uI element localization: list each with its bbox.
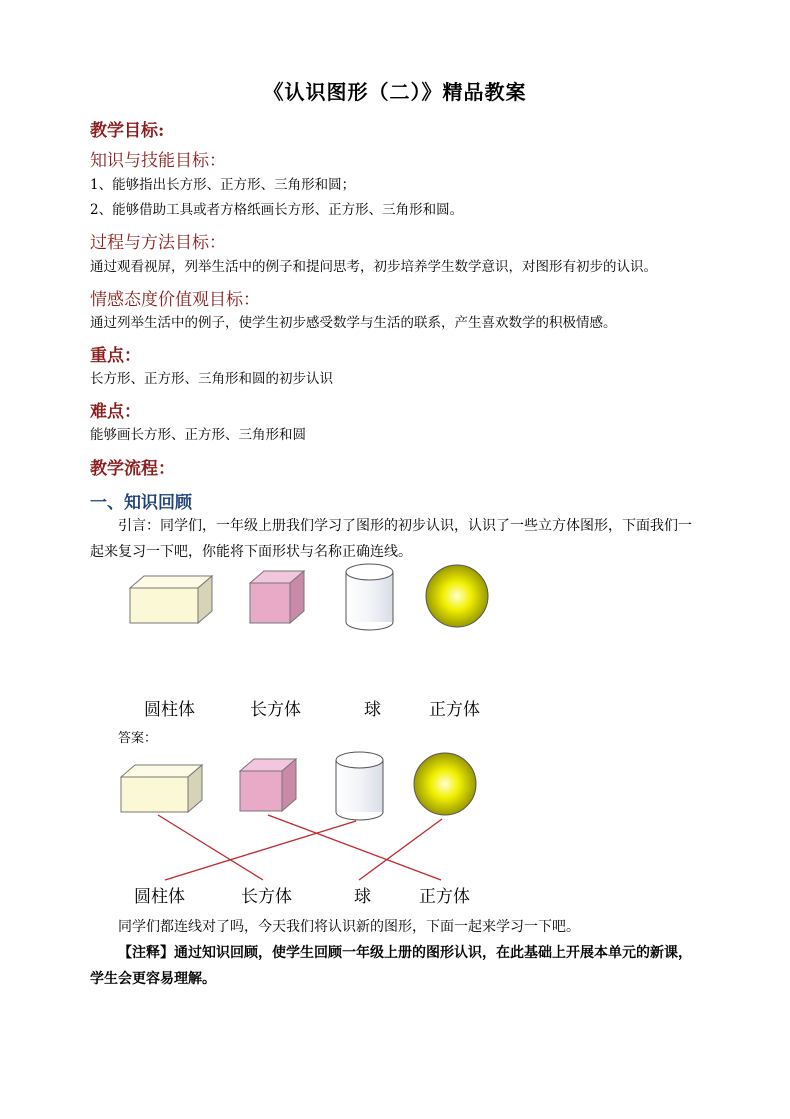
label-top-cylinder: 圆柱体 <box>144 700 195 720</box>
label-bottom-cuboid: 长方体 <box>241 887 292 907</box>
cylinder-shape-answer <box>336 752 383 820</box>
heading-teaching-flow: 教学流程： <box>90 459 175 479</box>
emotion-goals-text: 通过列举生活中的例子，使学生初步感受数学与生活的联系，产生喜欢数学的积极情感。 <box>90 315 617 331</box>
heading-process-goals: 过程与方法目标： <box>90 233 226 253</box>
heading-teaching-goals: 教学目标: <box>90 121 165 141</box>
knowledge-item-1: 1、能够指出长方形、正方形、三角形和圆； <box>90 177 356 193</box>
heading-knowledge-goals: 知识与技能目标： <box>90 151 226 171</box>
closing-paragraph: 同学们都连线对了吗，今天我们将认识新的图形，下面一起来学习一下吧。 <box>118 919 580 935</box>
page-title: 《认识图形（二）》精品教案 <box>263 80 527 104</box>
knowledge-item-2: 2、能够借助工具或者方格纸画长方形、正方形、三角形和圆。 <box>90 202 464 218</box>
heading-difficulties: 难点： <box>90 402 141 422</box>
label-bottom-sphere: 球 <box>354 887 371 907</box>
label-top-cuboid: 长方体 <box>250 700 301 720</box>
cylinder-shape-top <box>346 564 393 630</box>
heading-emotion-goals: 情感态度价值观目标： <box>90 290 260 310</box>
difficulties-text: 能够画长方形、正方形、三角形和圆 <box>90 427 306 443</box>
sphere-shape-answer <box>414 753 476 815</box>
heading-knowledge-review: 一、知识回顾 <box>90 493 192 513</box>
match-line-cylinder <box>165 821 356 880</box>
cuboid-shape-answer <box>121 765 202 812</box>
match-line-cube <box>268 815 441 880</box>
sphere-shape-top <box>426 565 488 627</box>
label-top-cube: 正方体 <box>429 700 480 720</box>
heading-key-points: 重点： <box>90 346 141 366</box>
key-points-text: 长方形、正方形、三角形和圆的初步认识 <box>90 371 333 387</box>
process-goals-text: 通过观看视屏，列举生活中的例子和提问思考，初步培养学生数学意识，对图形有初步的认识。 <box>90 259 657 275</box>
cube-shape-top <box>250 571 304 623</box>
answer-label: 答案： <box>118 731 158 746</box>
label-top-sphere: 球 <box>364 700 381 720</box>
intro-paragraph: 引言：同学们，一年级上册我们学习了图形的初步认识，认识了一些立方体图形，下面我们一起来复习一下吧，你能将下面形状与名称正确连线。 <box>90 518 692 560</box>
match-line-cuboid <box>158 815 263 880</box>
match-line-sphere <box>359 819 442 880</box>
teacher-note: 【注释】通过知识回顾，使学生回顾一年级上册的图形认识，在此基础上开展本单元的新课，学生会更容易理解。 <box>90 945 692 987</box>
cube-shape-answer <box>240 759 296 811</box>
cuboid-shape-top <box>130 576 212 623</box>
label-bottom-cube: 正方体 <box>419 887 470 907</box>
label-bottom-cylinder: 圆柱体 <box>134 887 185 907</box>
